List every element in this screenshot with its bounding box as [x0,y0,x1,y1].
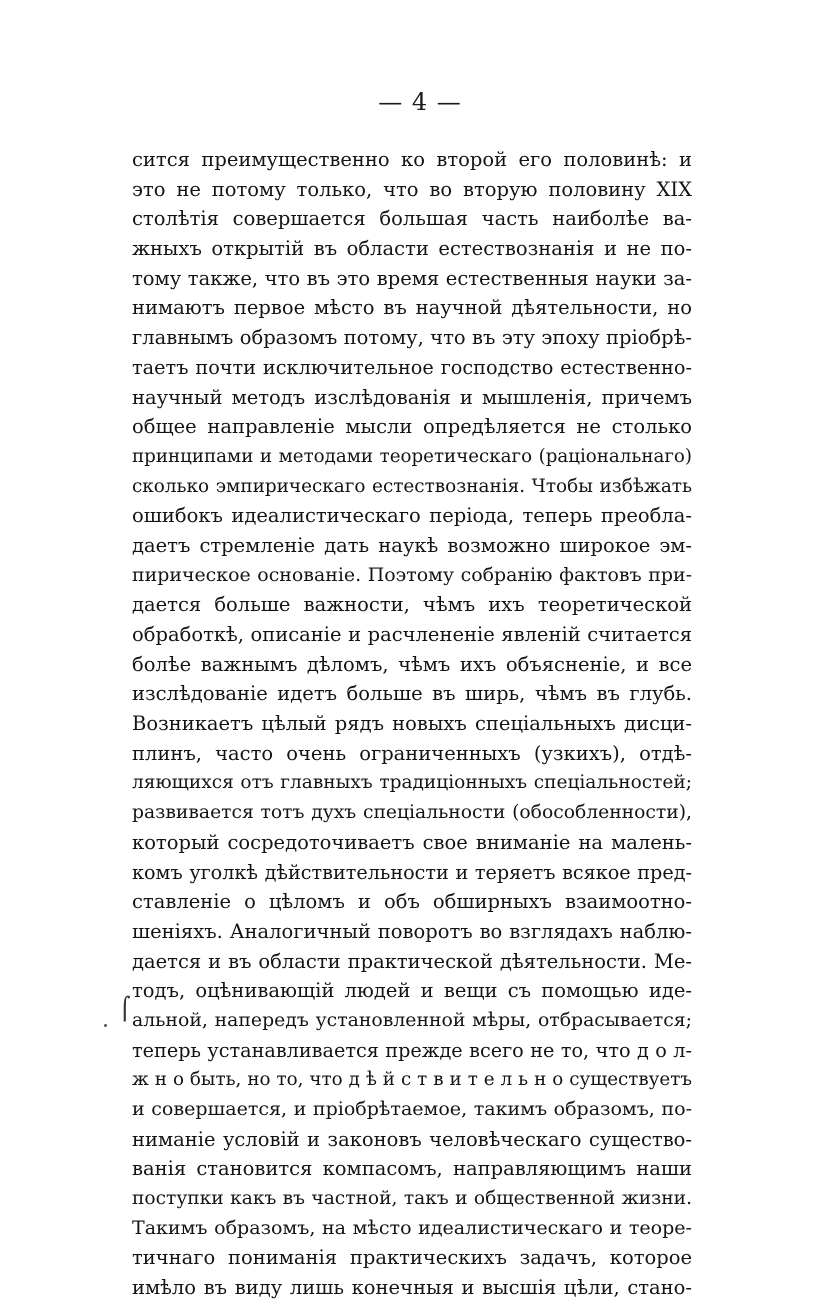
text-line: общее направленіе мысли опредѣляется не столько [132,415,692,439]
text-line: сится преимущественно ко второй его половинѣ: и [132,148,692,171]
text-line: теперь устанавливается прежде всего не то, что д о л- [132,1038,692,1062]
text-line: который сосредоточиваетъ свое вниманіе на малень- [132,830,692,854]
text-line: ниманіе условій и законовъ человѣческаго существо- [132,1127,692,1151]
text-line: это не потому только, что во вторую половину XIX [132,177,692,201]
body-text [132,145,692,1303]
text-line: изслѣдованіе идетъ больше въ ширь, чѣмъ въ глубь. [132,682,692,706]
text-line: жныхъ открытій въ области естествознанія и не по- [132,237,692,261]
text-line: обработкѣ, описаніе и расчлененіе явленій считается [132,623,692,646]
text-line: дается и въ области практической дѣятельности. Ме- [132,949,692,973]
page-number: — 4 — [378,88,462,116]
text-line: плинъ, часто очень ограниченныхъ (узкихъ), отдѣ- [132,741,692,765]
text-line: тому также, что въ это время естественныя науки за- [132,266,692,290]
text-line: тичнаго пониманія практическихъ задачъ, которое [132,1246,692,1270]
text-line: ставленіе о цѣломъ и объ обширныхъ взаимоотно- [132,890,692,914]
text-line: поступки какъ въ частной, такъ и общественной жизни. [132,1188,692,1210]
text-line: нимаютъ первое мѣсто въ научной дѣятельности, но [132,296,692,320]
margin-mark: ⌠ [119,997,131,1022]
text-line: альной, напередъ установленной мѣры, отбрасывается; [132,1009,692,1031]
text-line: главнымъ образомъ потому, что въ эту эпоху пріобрѣ- [132,326,692,350]
text-line: принципами и методами теоретическаго (раціональнаго) [132,445,692,467]
text-line: сколько эмпирическаго естествознанія. Чтобы избѣжать [132,475,692,497]
text-line: столѣтія совершается большая часть наиболѣе ва- [132,207,692,231]
text-line: имѣло въ виду лишь конечныя и высшія цѣли, стано- [132,1276,692,1300]
text-line: и совершается, и пріобрѣтаемое, такимъ образомъ, по- [132,1098,692,1120]
text-line: ляющихся отъ главныхъ традиціонныхъ спеціальностей; [132,772,692,794]
text-line: болѣе важнымъ дѣломъ, чѣмъ ихъ объясненіе, и все [132,652,692,676]
text-line: Такимъ образомъ, на мѣсто идеалистическаго и теоре- [132,1216,692,1239]
text-line: ванія становится компасомъ, направляющимъ наши [132,1157,692,1181]
text-line: ошибокъ идеалистическаго періода, теперь преобла- [132,504,692,528]
text-line: тодъ, оцѣнивающій людей и вещи съ помощью иде- [132,979,692,1003]
text-line: шеніяхъ. Аналогичный поворотъ во взглядахъ наблю- [132,919,692,943]
text-line: ж н о быть, но то, что д ѣ й с т в и т е л ь н о существуетъ [132,1069,692,1091]
text-line: комъ уголкѣ дѣйствительности и теряетъ всякое пред- [132,860,692,884]
ink-speck [104,1024,107,1027]
text-line: дается больше важности, чѣмъ ихъ теоретической [132,593,692,617]
text-line: развивается тотъ духъ спеціальности (обособленности), [132,802,692,824]
text-line: пирическое основаніе. Поэтому собранію фактовъ при- [132,563,692,586]
text-line: научный методъ изслѣдованія и мышленія, причемъ [132,385,692,409]
text-line: Возникаетъ цѣлый рядъ новыхъ спеціальныхъ дисци- [132,712,692,736]
text-line: даетъ стремленіе дать наукѣ возможно широкое эм- [132,533,692,557]
text-line: таетъ почти исключительное господство естественно- [132,355,692,379]
